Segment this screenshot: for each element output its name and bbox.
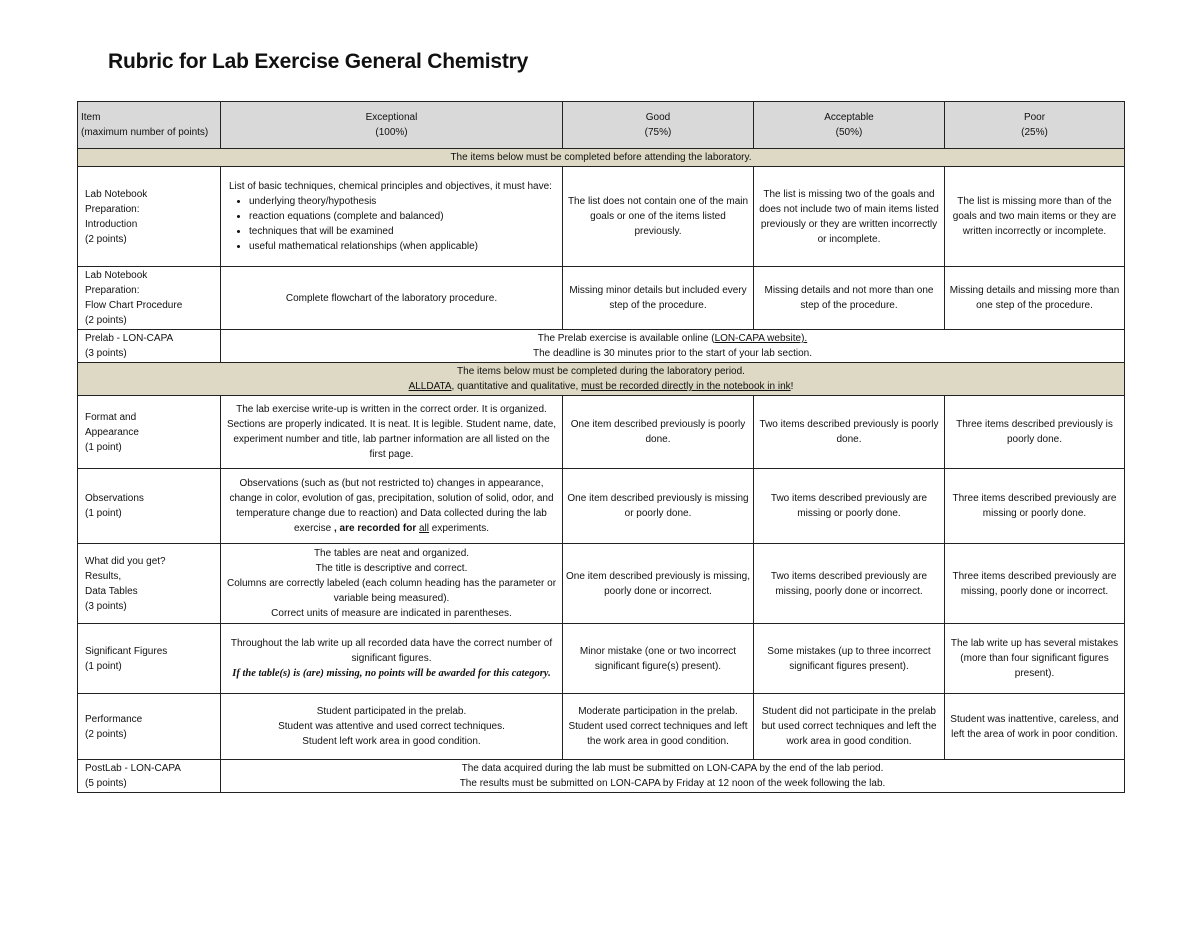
cell-exceptional: List of basic techniques, chemical principles and objectives, it must have: • underlying theory/hypothesis • reaction equations (complete and balanced) • techniques that will be examined • useful mathematical relationships (when applicable) xyxy=(221,167,563,267)
cell-good: Missing minor details but included every step of the procedure. xyxy=(563,267,754,330)
cell-acceptable: Some mistakes (up to three incorrect significant figures present). xyxy=(754,624,945,694)
cell-prelab-info: The Prelab exercise is available online (LON-CAPA website). The deadline is 30 minutes prior to the start of your lab section. xyxy=(221,330,1125,363)
row-item-prelab: Prelab - LON-CAPA (3 points) xyxy=(78,330,221,363)
cell-good: The list does not contain one of the main goals or one of the items listed previously. xyxy=(563,167,754,267)
header-acceptable: Acceptable (50%) xyxy=(754,102,945,149)
header-poor: Poor (25%) xyxy=(945,102,1125,149)
table-row xyxy=(78,396,1125,469)
cell-exceptional: Student participated in the prelab. Student was attentive and used correct techniques. Student left work area in good condition. xyxy=(221,694,563,760)
lon-capa-link[interactable]: LON-CAPA website). xyxy=(714,333,808,344)
table-row xyxy=(78,760,1125,793)
header-item: Item (maximum number of points) xyxy=(78,102,221,149)
section-band-during-lab: The items below must be completed during the laboratory period. ALLDATA, quantitative and qualitative, must be recorded directly in the notebook in ink! xyxy=(78,363,1125,396)
cell-exceptional: Observations (such as (but not restricted to) changes in appearance, change in color, evolution of gas, precipitation, solution of solid, odor, and temperature change due to reaction) and Data collected during the lab exercise , are recorded for all experiments. xyxy=(221,469,563,544)
cell-acceptable: Two items described previously are missing, poorly done or incorrect. xyxy=(754,544,945,624)
cell-good: One item described previously is missing, poorly done or incorrect. xyxy=(563,544,754,624)
cell-good: One item described previously is poorly done. xyxy=(563,396,754,469)
table-row xyxy=(78,694,1125,760)
cell-good: Minor mistake (one or two incorrect significant figure(s) present). xyxy=(563,624,754,694)
header-good: Good (75%) xyxy=(563,102,754,149)
cell-exceptional: Throughout the lab write up all recorded data have the correct number of significant figures. If the table(s) is (are) missing, no points will be awarded for this category. xyxy=(221,624,563,694)
cell-postlab-info: The data acquired during the lab must be submitted on LON-CAPA by the end of the lab period. The results must be submitted on LON-CAPA by Friday at 12 noon of the week following the lab. xyxy=(221,760,1125,793)
row-item-format: Format and Appearance (1 point) xyxy=(78,396,221,469)
row-item-results: What did you get? Results, Data Tables (3 points) xyxy=(78,544,221,624)
header-row xyxy=(78,102,1125,149)
cell-good: One item described previously is missing or poorly done. xyxy=(563,469,754,544)
cell-exceptional: The tables are neat and organized. The title is descriptive and correct. Columns are correctly labeled (each column heading has the parameter or variable being measured). Correct units of measure are indicated in parentheses. xyxy=(221,544,563,624)
cell-acceptable: The list is missing two of the goals and does not include two of main items listed previously or they are written incorrectly or incomplete. xyxy=(754,167,945,267)
list-item: • useful mathematical relationships (when applicable) xyxy=(249,239,559,254)
list-item: • techniques that will be examined xyxy=(249,224,559,239)
list-item: • underlying theory/hypothesis xyxy=(249,194,559,209)
table-row xyxy=(78,267,1125,330)
row-item-postlab: PostLab - LON-CAPA (5 points) xyxy=(78,760,221,793)
table-row xyxy=(78,167,1125,267)
row-item-intro: Lab Notebook Preparation: Introduction (2 points) xyxy=(78,167,221,267)
cell-poor: Three items described previously are missing, poorly done or incorrect. xyxy=(945,544,1125,624)
cell-poor: Missing details and missing more than one step of the procedure. xyxy=(945,267,1125,330)
cell-poor: The lab write up has several mistakes (more than four significant figures present). xyxy=(945,624,1125,694)
cell-poor: Three items described previously is poorly done. xyxy=(945,396,1125,469)
cell-acceptable: Missing details and not more than one step of the procedure. xyxy=(754,267,945,330)
cell-poor: The list is missing more than of the goals and two main items or they are written incorrectly or incomplete. xyxy=(945,167,1125,267)
header-exceptional: Exceptional (100%) xyxy=(221,102,563,149)
cell-acceptable: Two items described previously is poorly done. xyxy=(754,396,945,469)
cell-acceptable: Student did not participate in the prelab but used correct techniques and left the work area in good condition. xyxy=(754,694,945,760)
table-row xyxy=(78,624,1125,694)
cell-acceptable: Two items described previously are missing or poorly done. xyxy=(754,469,945,544)
row-item-sigfig: Significant Figures (1 point) xyxy=(78,624,221,694)
row-item-performance: Performance (2 points) xyxy=(78,694,221,760)
rubric-table xyxy=(77,101,1125,793)
no-points-note: If the table(s) is (are) missing, no points will be awarded for this category. xyxy=(232,668,551,679)
table-row xyxy=(78,330,1125,363)
cell-exceptional: The lab exercise write-up is written in the correct order. It is organized. Sections are properly indicated. It is neat. It is legible. Student name, date, experiment number and title, lab partner information are all listed on the first page. xyxy=(221,396,563,469)
cell-exceptional: Complete flowchart of the laboratory procedure. xyxy=(221,267,563,330)
table-row xyxy=(78,469,1125,544)
list-item: • reaction equations (complete and balanced) xyxy=(249,209,559,224)
cell-poor: Student was inattentive, careless, and left the area of work in poor condition. xyxy=(945,694,1125,760)
cell-good: Moderate participation in the prelab. Student used correct techniques and left the work area in good condition. xyxy=(563,694,754,760)
page-title: Rubric for Lab Exercise General Chemistry xyxy=(108,50,529,73)
cell-poor: Three items described previously are missing or poorly done. xyxy=(945,469,1125,544)
section-band-before-lab: The items below must be completed before attending the laboratory. xyxy=(78,149,1125,167)
row-item-observations: Observations (1 point) xyxy=(78,469,221,544)
requirement-list xyxy=(229,194,559,254)
row-item-flow: Lab Notebook Preparation: Flow Chart Procedure (2 points) xyxy=(78,267,221,330)
table-row xyxy=(78,544,1125,624)
